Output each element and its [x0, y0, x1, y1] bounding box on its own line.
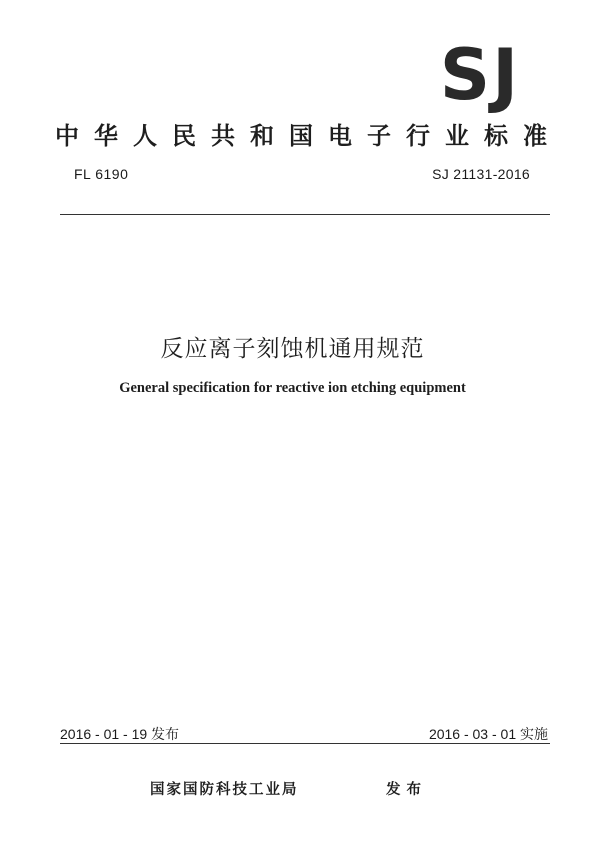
classification-code: FL 6190	[74, 166, 129, 182]
standard-logo	[430, 34, 530, 116]
header-divider	[60, 214, 550, 215]
standard-logo-text: SJ	[439, 34, 521, 116]
document-title-en: General specification for reactive ion etching equipment	[119, 380, 466, 396]
footer-divider	[60, 743, 550, 744]
publish-label: 发布	[386, 782, 427, 798]
document-title-cn: 反应离子刻蚀机通用规范	[160, 336, 425, 362]
standard-number: SJ 21131-2016	[432, 166, 530, 182]
organization-title: 中华人民共和国电子行业标准	[55, 122, 562, 150]
issue-date: 2016 - 01 - 19 发布	[60, 726, 180, 742]
implementation-date: 2016 - 03 - 01 实施	[428, 726, 548, 742]
publisher-name: 国家国防科技工业局	[150, 782, 299, 798]
